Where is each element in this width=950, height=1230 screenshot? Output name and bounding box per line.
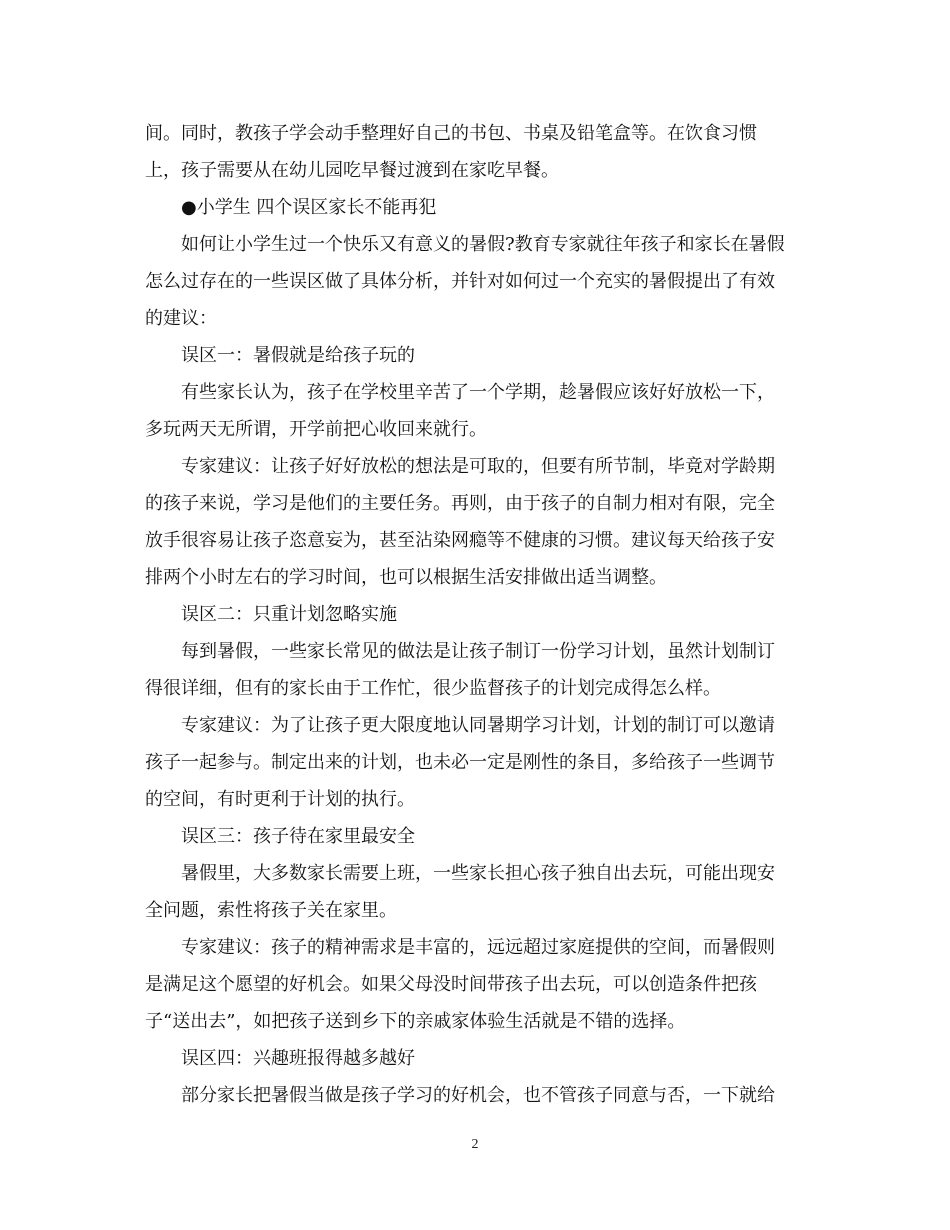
paragraph xyxy=(145,1077,805,1114)
text-line: 专家建议：为了让孩子更大限度地认同暑期学习计划，计划的制订可以邀请 xyxy=(181,715,775,736)
text-line: 上，孩子需要从在幼儿园吃早餐过渡到在家吃早餐。 xyxy=(145,160,559,181)
page-number: 2 xyxy=(471,1137,479,1152)
text-line: 全问题，索性将孩子关在家里。 xyxy=(145,900,397,921)
text-line: 的孩子来说，学习是他们的主要任务。再则，由于孩子的自制力相对有限，完全 xyxy=(145,493,775,514)
text-line: 放手很容易让孩子恣意妄为，甚至沾染网瘾等不健康的习惯。建议每天给孩子安 xyxy=(145,530,775,551)
paragraph xyxy=(145,818,805,855)
paragraph xyxy=(145,189,805,226)
text-line: 是满足这个愿望的好机会。如果父母没时间带孩子出去玩，可以创造条件把孩 xyxy=(145,974,757,995)
paragraph xyxy=(145,226,805,337)
text-line: 的建议： xyxy=(145,308,217,329)
text-line: 的空间，有时更利于计划的执行。 xyxy=(145,789,415,810)
text-line: 误区四：兴趣班报得越多越好 xyxy=(181,1048,415,1069)
text-line: 间。同时，教孩子学会动手整理好自己的书包、书桌及铅笔盒等。在饮食习惯 xyxy=(145,123,757,144)
paragraph xyxy=(145,633,805,707)
text-line: 有些家长认为，孩子在学校里辛苦了一个学期，趁暑假应该好好放松一下， xyxy=(181,382,775,403)
text-line: 每到暑假，一些家长常见的做法是让孩子制订一份学习计划，虽然计划制订 xyxy=(181,641,775,662)
paragraph xyxy=(145,337,805,374)
paragraph xyxy=(145,929,805,1040)
text-line: 怎么过存在的一些误区做了具体分析，并针对如何过一个充实的暑假提出了有效 xyxy=(145,271,775,292)
text-line: ●小学生 四个误区家长不能再犯 xyxy=(181,197,437,218)
text-line: 部分家长把暑假当做是孩子学习的好机会，也不管孩子同意与否，一下就给 xyxy=(181,1085,775,1106)
paragraph xyxy=(145,707,805,818)
text-line: 误区三：孩子待在家里最安全 xyxy=(181,826,415,847)
paragraph xyxy=(145,115,805,189)
paragraph xyxy=(145,374,805,448)
text-line: 误区一：暑假就是给孩子玩的 xyxy=(181,345,415,366)
document-body xyxy=(145,115,805,1114)
paragraph xyxy=(145,1040,805,1077)
paragraph xyxy=(145,855,805,929)
text-line: 孩子一起参与。制定出来的计划，也未必一定是刚性的条目，多给孩子一些调节 xyxy=(145,752,775,773)
text-line: 专家建议：孩子的精神需求是丰富的，远远超过家庭提供的空间，而暑假则 xyxy=(181,937,775,958)
text-line: 如何让小学生过一个快乐又有意义的暑假?教育专家就往年孩子和家长在暑假 xyxy=(181,234,785,255)
text-line: 子“送出去”，如把孩子送到乡下的亲戚家体验生活就是不错的选择。 xyxy=(145,1011,686,1032)
paragraph xyxy=(145,596,805,633)
text-line: 误区二：只重计划忽略实施 xyxy=(181,604,397,625)
text-line: 排两个小时左右的学习时间，也可以根据生活安排做出适当调整。 xyxy=(145,567,667,588)
text-line: 暑假里，大多数家长需要上班，一些家长担心孩子独自出去玩，可能出现安 xyxy=(181,863,775,884)
text-line: 专家建议：让孩子好好放松的想法是可取的，但要有所节制，毕竟对学龄期 xyxy=(181,456,775,477)
paragraph xyxy=(145,448,805,596)
text-line: 得很详细，但有的家长由于工作忙，很少监督孩子的计划完成得怎么样。 xyxy=(145,678,721,699)
text-line: 多玩两天无所谓，开学前把心收回来就行。 xyxy=(145,419,487,440)
